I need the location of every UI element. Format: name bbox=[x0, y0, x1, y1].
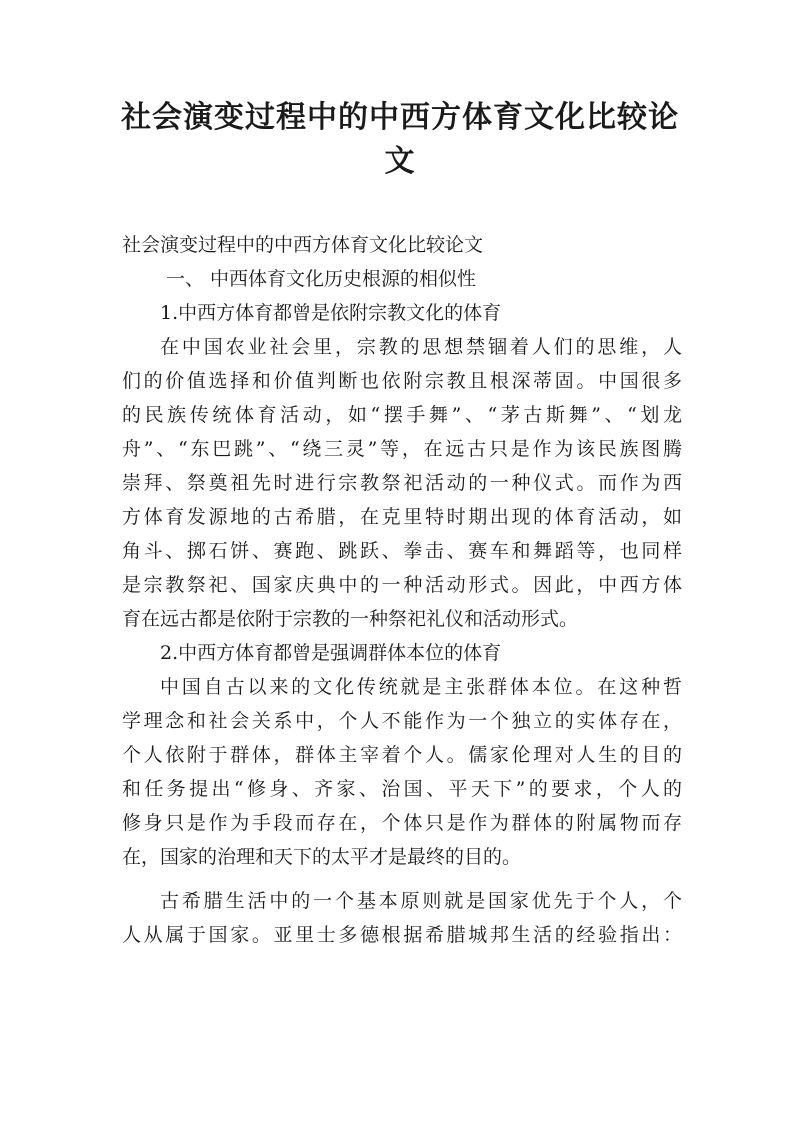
title-line-2: 文 bbox=[384, 144, 416, 179]
paragraph-line: 的民族传统体育活动，如“摆手舞”、“茅古斯舞”、“划龙 bbox=[122, 404, 682, 426]
paragraph-line: 学理念和社会关系中，个人不能作为一个独立的实体存在， bbox=[122, 710, 682, 732]
paragraph-line: 舟”、“东巴跳”、“绕三灵”等，在远古只是作为该民族图腾 bbox=[122, 438, 682, 460]
paragraph-line: 育在远古都是依附于宗教的一种祭祀礼仪和活动形式。 bbox=[122, 608, 579, 630]
subsection-heading-1: 1.中西方体育都曾是依附宗教文化的体育 bbox=[160, 302, 502, 324]
section-heading-1: 一、 中西体育文化历史根源的相似性 bbox=[166, 268, 477, 290]
paragraph-line: 崇拜、祭奠祖先时进行宗教祭祀活动的一种仪式。而作为西 bbox=[122, 472, 682, 494]
paragraph-line: 们的价值选择和价值判断也依附宗教且根深蒂固。中国很多 bbox=[122, 370, 682, 392]
document-body bbox=[122, 228, 682, 952]
paragraph-line: 在中国农业社会里，宗教的思想禁锢着人们的思维，人 bbox=[160, 336, 682, 358]
paragraph-line: 中国自古以来的文化传统就是主张群体本位。在这种哲 bbox=[160, 676, 682, 698]
paragraph-line: 在，国家的治理和天下的太平才是最终的目的。 bbox=[122, 846, 522, 868]
document-title bbox=[120, 96, 680, 184]
paragraph-line: 人从属于国家。亚里士多德根据希腊城邦生活的经验指出： bbox=[122, 924, 682, 946]
paragraph-gap bbox=[122, 874, 682, 884]
paragraph-line: 个人依附于群体，群体主宰着个人。儒家伦理对人生的目的 bbox=[122, 744, 682, 766]
paragraph-line: 修身只是作为手段而存在，个体只是作为群体的附属物而存 bbox=[122, 812, 682, 834]
paragraph-line: 角斗、掷石饼、赛跑、跳跃、拳击、赛车和舞蹈等，也同样 bbox=[122, 540, 682, 562]
paragraph-line: 是宗教祭祀、国家庆典中的一种活动形式。因此，中西方体 bbox=[122, 574, 682, 596]
paragraph-line: 和任务提出“修身、齐家、治国、平天下”的要求，个人的 bbox=[122, 778, 682, 800]
subsection-heading-2: 2.中西方体育都曾是强调群体本位的体育 bbox=[160, 642, 502, 664]
body-subtitle: 社会演变过程中的中西方体育文化比较论文 bbox=[122, 234, 484, 256]
paragraph-line: 方体育发源地的古希腊，在克里特时期出现的体育活动，如 bbox=[122, 506, 682, 528]
paragraph-line: 古希腊生活中的一个基本原则就是国家优先于个人，个 bbox=[160, 890, 682, 912]
title-line-1: 社会演变过程中的中西方体育文化比较论 bbox=[121, 100, 679, 135]
